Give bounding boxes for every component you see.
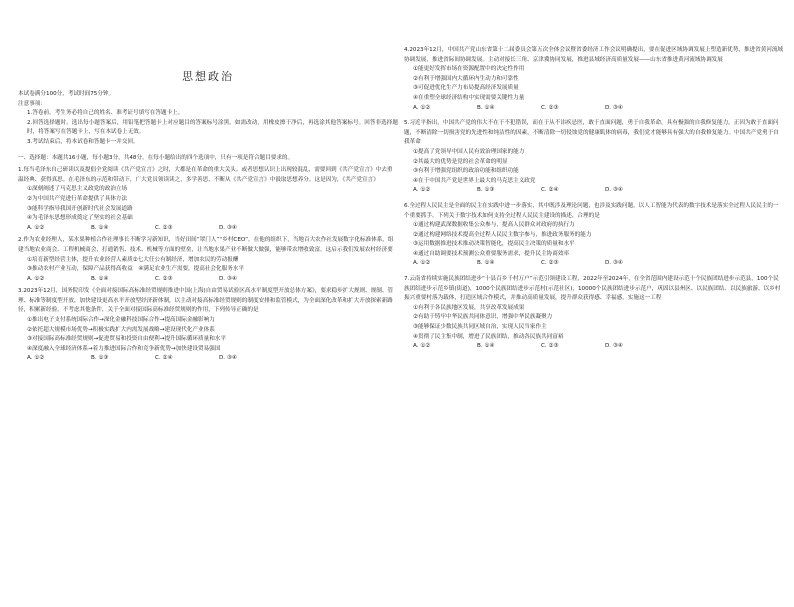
option-a: A. ①② bbox=[27, 355, 45, 362]
option-c: C. ②③ bbox=[541, 343, 559, 350]
option-a: A. ①② bbox=[413, 187, 431, 194]
question-item: ①推出电子支付系统国际合作→深化金融科技国际合作→提高国际金融影响力 bbox=[27, 317, 215, 324]
option-d: D. ③④ bbox=[605, 104, 623, 111]
question-item: ④在重塑全球经济结构中实现需要关键性力量 bbox=[413, 94, 525, 101]
question-item: ④为毛泽东思想形成奠定了坚实的社会基础 bbox=[27, 215, 133, 222]
question-stem: 2.作为农业经理人，某水果种植合作社理事长不断学习新知识，当好田间“罩门人”“乡村CEO”。在他的组织下，当地百大农作社发展数字化标准体系，组建当地农业商会、工程机械商会，打通销售、技术、机械等方面的壁垒，让当地水果产业不断做大做强，能够带农增收致富。这启示我们发展农村经济要 bbox=[18, 237, 394, 253]
question-item: ①深刻阐述了马克思主义政党的政治立场 bbox=[27, 186, 128, 193]
question-stem: 5.习近平指出，中国共产党的伟大不在于不犯错误，而在于从不讳疾忌医，敢于直面问题，勇于自我革命，具有极强的自我修复能力。正因为敢于直面问题，不断清除一切损害党的先进性和纯洁性的因素，不断清除一切侵蚀党的健康肌体的病毒，我们党才能够具有强大的自我修复能力。中国共产党勇于自我革命 bbox=[404, 120, 779, 146]
page-title: 思想政治 bbox=[182, 70, 234, 83]
option-c: C. ②④ bbox=[155, 355, 173, 362]
question-3 bbox=[18, 287, 398, 364]
question-item: ③能够保证少数民族共同区域自治，实现人民当家作主 bbox=[413, 324, 547, 331]
answer-options bbox=[18, 275, 398, 285]
question-item: ②为中国共产党进行革命提供了具体方法 bbox=[27, 195, 128, 202]
question-stem: 6.全过程人民民主是全面的民主在实践中进一步落实，其中既涉及理论问题，也涉及实践问题，以人工智能为代表的数字技术是落实全过程人民民主的一个重要抓手。下列关于数字技术如何支持全过程人民民主建设的描述，合理的是 bbox=[404, 202, 779, 219]
answer-options bbox=[404, 342, 784, 352]
question-item: ③对接国际高标准经贸规则→促进贸易和投资自由便利→提升国际循环质量和水平 bbox=[27, 336, 226, 343]
question-stem: 7.云南省持续实施民族团结进步“十县百乡千村万户”示范引领建设工程，2022年至2024年，在全省范围内建设示范十个民族团结进步示范县，100个民族团结进步示范乡镇(街道)，1000个民族团结进步示范村(示范社区)，10000个民族团结进步示范户，巩固以县州区、以民族团结、以民族旅游、以乡村振兴重要村落为载体，打造区域合作模式，并推动高质量发展，提升群众获得感、幸福感。实施这一工程 bbox=[404, 276, 781, 302]
option-a: A. ①② bbox=[27, 224, 45, 231]
option-d: D. ③④ bbox=[219, 355, 237, 362]
question-stem: 4.2023年12月，中国共产党山东省第十二届委员会第五次全体会议暨省委经济工作会议明确提出，要在促进区域协调发展上塑造新优势，推进省黄河流域协调发展，推进省际间协调发展。主动对接长三角、京津冀协同发展，推进县域经济高质量发展——山东省推进黄河流域协调发展 bbox=[404, 47, 784, 63]
question-item: ③有利于增强党组织的政治功能和组织功能 bbox=[413, 168, 519, 175]
answer-options bbox=[18, 224, 398, 234]
option-a: A. ①② bbox=[413, 104, 431, 111]
question-item: ③推动农村产业互动，保障产品获得高收益 ④满足农业生产需要，提高社会化服务水平 bbox=[27, 266, 244, 273]
question-stem: 1.每当毛泽东自己研读以及提倡全党阅读《共产党宣言》之时，大都是在革命的重大关头。或者思想认识上出现较混乱，需要回到《共产党宣言》中去重温经典、获得真思。在毛泽东的示范和带动下，广大党员领读读之，多学善思，不断从《共产党宣言》中汲取思想养分。这是因为，《共产党宣言》 bbox=[18, 167, 393, 183]
question-item: ③能科学指导我国开创新时代社会发展道路 bbox=[27, 205, 133, 212]
intro-notes-heading: 注意事项： bbox=[18, 100, 46, 107]
question-1 bbox=[18, 166, 398, 233]
option-b: B. ①④ bbox=[91, 275, 109, 282]
option-d: D. ③④ bbox=[219, 275, 237, 282]
question-item: ④深度融入全球经济体系→着力推进国际合作和竞争新优势→加快建设贸易强国 bbox=[27, 345, 221, 352]
question-item: ②依托超大规模市场优势→积极实践扩大内需发展战略→建设现代化产业体系 bbox=[27, 326, 215, 333]
option-c: C. ②④ bbox=[541, 187, 559, 194]
question-item: ②其最大的优势是党的社会革命的明显 bbox=[413, 158, 508, 165]
option-b: B. ①④ bbox=[477, 343, 495, 350]
answer-options bbox=[404, 104, 784, 114]
question-6 bbox=[404, 202, 784, 269]
option-a: A. ①② bbox=[413, 260, 431, 267]
question-item: ①能更好发挥市场在资源配置中的决定性作用 bbox=[413, 66, 525, 73]
option-b: B. ①④ bbox=[477, 104, 495, 111]
option-a: A. ①② bbox=[27, 275, 45, 282]
option-c: C. ②③ bbox=[541, 104, 559, 111]
question-item: ②通过构建网络技术提高全过程人民民主数字参与，推进政务服务的能力 bbox=[413, 231, 592, 238]
answer-options bbox=[404, 186, 784, 196]
note-1: 1.答卷前，考生务必将自己的姓名、准考证号填写在答题卡上。 bbox=[27, 110, 184, 117]
option-c: C. ②③ bbox=[155, 224, 173, 231]
question-5 bbox=[404, 119, 784, 196]
option-c: C. ②③ bbox=[541, 260, 559, 267]
option-d: D. ③④ bbox=[219, 224, 237, 231]
question-7 bbox=[404, 275, 784, 352]
option-b: B. ①③ bbox=[477, 187, 495, 194]
left-column bbox=[18, 0, 398, 561]
answer-options bbox=[404, 259, 784, 269]
option-d: D. ③④ bbox=[605, 187, 623, 194]
note-2: 2.回答选择题时，选出每小题答案后，用铅笔把答题卡上对应题目的答案标号涂黑。如需改动，用橡皮擦干净后，再选涂其他答案标号。回答非选择题时，将答案写在答题卡上，写在本试卷上无效。 bbox=[27, 119, 398, 136]
question-item: ④通过自助调要技术预测公众重要服务需求，提升民主协商效率 bbox=[413, 250, 570, 257]
question-item: ③可促进优化生产力布局提高经济发展质量 bbox=[413, 85, 519, 92]
question-item: ④在于中国共产党是世界上最大的马克思主义政党 bbox=[413, 177, 536, 184]
option-b: B. ①④ bbox=[477, 260, 495, 267]
question-item: ①提高了党领导中国人民有效治理国家的能力 bbox=[413, 148, 525, 155]
section-heading: 一、选择题：本题共16小题，每小题3分，共48分。在每小题给出的四个选项中，只有一项是符合题目要求的。 bbox=[18, 154, 294, 161]
question-4 bbox=[404, 46, 784, 113]
option-d: D. ③④ bbox=[605, 260, 623, 267]
answer-options bbox=[18, 354, 398, 364]
question-item: ①有利于各民族地区发展，共享改革发展成果 bbox=[413, 304, 525, 311]
question-item: ③运用数据推进技术推动决策智能化，提高民主决策的质量和水平 bbox=[413, 241, 575, 248]
option-c: C. ②③ bbox=[155, 275, 173, 282]
option-d: D. ③④ bbox=[605, 343, 623, 350]
question-item: ④贯彻了民主集中制，增进了民族团结，推动各民族共同富裕 bbox=[413, 333, 564, 340]
question-stem: 3.2023年12月，国务院印发《全面对接国际高标准经贸规则推进中国(上海)自由贸易试验区高水平制度型开放总体方案》，要求稳步扩大规则、规制、管理、标准等制度型开放，加快建设更高水平开放型经济新体制，以主动对接高标准经贸规则的制度安排和监管模式，为全面深化改革和扩大开放探索新路径，积累新经验。不考虑其他条件，关于全面对接国际高标准经贸规则的作用，下列传导正确的是 bbox=[18, 288, 394, 314]
option-b: B. ①③ bbox=[91, 355, 109, 362]
question-item: ②有助于铸牢中华民族共同体意识，增强中华民族凝聚力 bbox=[413, 314, 553, 321]
question-item: ②有利于增强国内大循环内生动力和可靠性 bbox=[413, 75, 519, 82]
right-column bbox=[404, 46, 784, 607]
question-item: ①培育新型经营主体，提升农业经营人素质②七大任公有制经济，增加农民的劳动报酬 bbox=[27, 256, 239, 263]
option-a: A. ①② bbox=[413, 343, 431, 350]
intro-score: 本试卷满分100分，考试时间75分钟。 bbox=[18, 91, 115, 97]
question-2 bbox=[18, 236, 398, 284]
question-item: ①通过构建武深数据收集公众参与，提高人民群众对政府的执行力 bbox=[413, 222, 575, 229]
note-3: 3.考试结束后，将本试卷和答题卡一并交回。 bbox=[27, 138, 139, 145]
option-b: B. ①④ bbox=[91, 224, 109, 231]
